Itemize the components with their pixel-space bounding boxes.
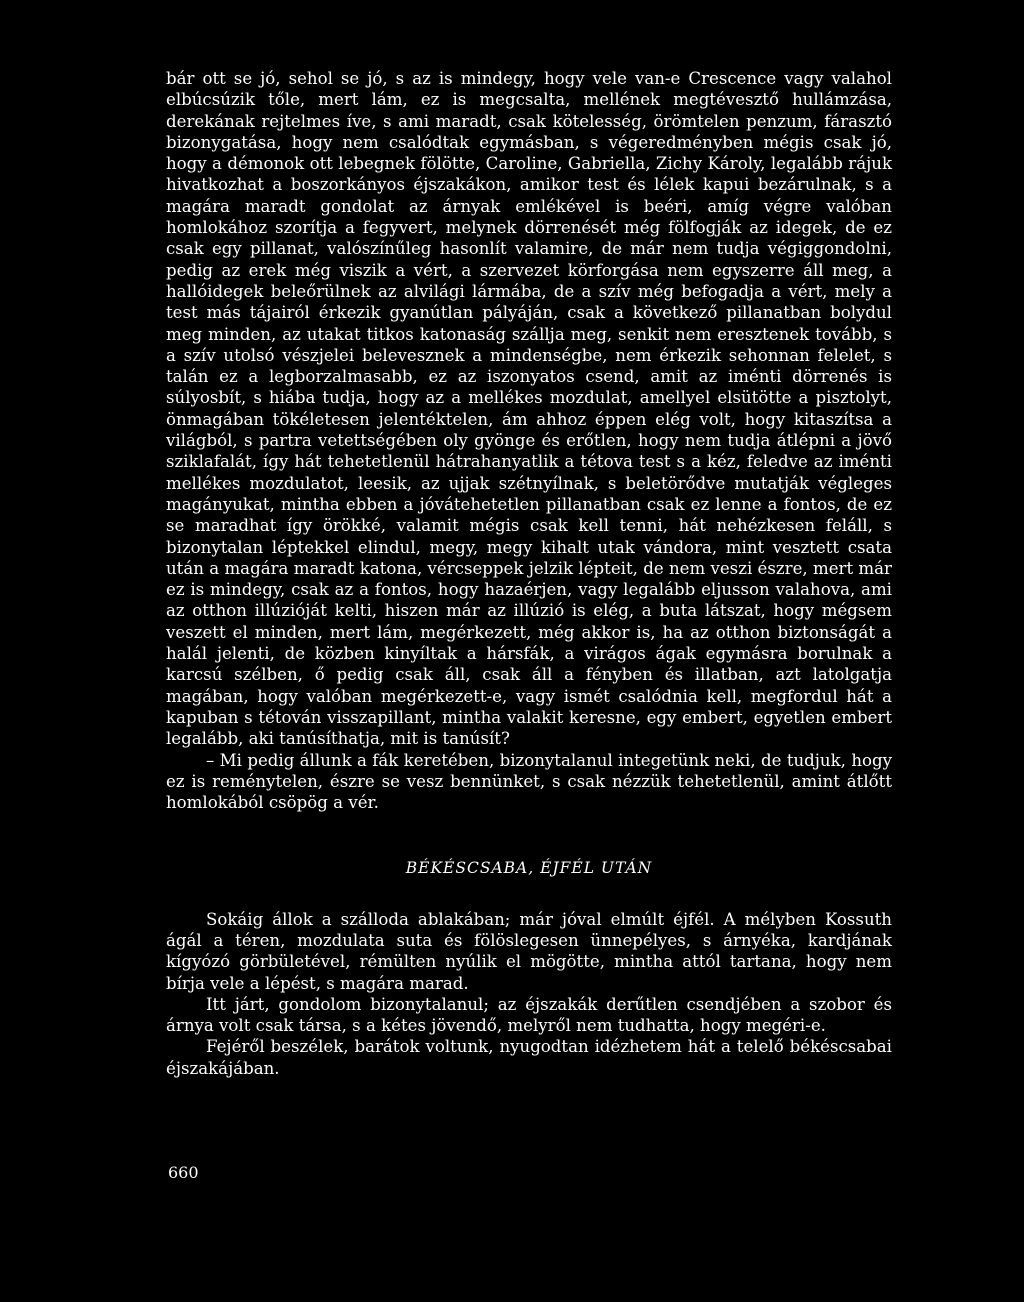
page-text-block: [166, 68, 892, 1079]
dialogue-paragraph: – Mi pedig állunk a fák keretében, bizonytalanul integetünk neki, de tudjuk, hogy ez is reménytelen, észre se vesz bennünket, s csak nézzük tehetetlenül, amint átlőtt homlokából csöpög a vér.: [166, 750, 892, 813]
section-paragraph-1: Sokáig állok a szálloda ablakában; már jóval elmúlt éjfél. A mélyben Kossuth ágál a téren, mozdulata suta és fölöslegesen ünnepélyes, s árnyéka, kardjának kígyózó görbületével, rémülten nyúlik el mögötte, mintha attól tartana, hogy nem bírja vele a lépést, s magára marad.: [166, 909, 892, 993]
section-title: BÉKÉSCSABA, ÉJFÉL UTÁN: [405, 859, 653, 878]
page-number: 660: [168, 1163, 199, 1182]
continuation-paragraph: bár ott se jó, sehol se jó, s az is mindegy, hogy vele van-e Crescence vagy valahol elbúcsúzik tőle, mert lám, ez is megcsalta, mellének megtévesztő hullámzása, derekának rejtelmes íve, s ami maradt, csak kötelesség, örömtelen penzum, fárasztó bizonygatása, hogy nem csalódtak egymásban, s végeredményben mégis csak jó, hogy a démonok ott lebegnek fölötte, Caroline, Gabriella, Zichy Károly, legalább rájuk hivatkozhat a boszorkányos éjszakákon, amikor test és lélek kapui bezárulnak, s a magára maradt gondolat az árnyak emlékével is beéri, amíg végre valóban homlokához szorítja a fegyvert, melynek dörrenését még fölfogják az idegek, de ez csak egy pillanat, valószínűleg hasonlít valamire, de már nem tudja végiggondolni, pedig az erek még viszik a vért, a szervezet körforgása nem egyszerre áll meg, a hallóidegek beleőrülnek az alvilági lármába, de a szív még befogadja a vért, mely a test más tájairól érkezik gyanútlan pályáján, csak a következő pillanatban bolydul meg minden, az utakat titkos katonaság szállja meg, senkit nem eresztenek tovább, s a szív utolsó vészjelei belevesznek a mindenségbe, nem érkezik sehonnan felelet, s talán ez a legborzalmasabb, ez az iszonyatos csend, amit az iménti dörrenés is súlyosbít, s hiába tudja, hogy az a mellékes mozdulat, amellyel elsütötte a pisztolyt, önmagában tökéletesen jelentéktelen, ám ahhoz éppen elég volt, hogy kitaszítsa a világból, s partra vetettségében oly gyönge és erőtlen, hogy nem tudja átlépni a jövő sziklafalát, így hát tehetetlenül hátrahanyatlik a tétova test s a kéz, feledve az iménti mellékes mozdulatot, leesik, az ujjak szétnyílnak, s beletörődve mutatják végleges magányukat, mintha ebben a jóvátehetetlen pillanatban csak ez lenne a fontos, de ez se maradhat így örökké, valamit mégis csak kell tenni, hát nehézkesen feláll, s bizonytalan léptekkel elindul, megy, megy kihalt utak vándora, mint vesztett csata után a magára maradt katona, vércseppek jelzik lépteit, de nem veszi észre, mert már ez is mindegy, csak az a fontos, hogy hazaérjen, vagy legalább eljusson valahova, ami az otthon illúzióját kelti, hiszen már az illúzió is elég, a buta látszat, hogy mégsem veszett el minden, mert lám, megérkezett, még akkor is, ha az otthon biztonságát a halál jelenti, de közben kinyíltak a hársfák, a virágos ágak egymásra borulnak a karcsú szélben, ő pedig csak áll, csak áll a fényben és illatban, azt latolgatja magában, hogy valóban megérkezett-e, vagy ismét csalódnia kell, megfordul hát a kapuban s tétován visszapillant, mintha valakit keresne, egy embert, egyetlen embert legalább, aki tanúsíthatja, mit is tanúsít?: [166, 69, 892, 749]
section-paragraph-3: Fejéről beszélek, barátok voltunk, nyugodtan idézhetem hát a telelő békéscsabai éjszakájában.: [166, 1037, 892, 1078]
section-paragraph-2: Itt járt, gondolom bizonytalanul; az éjszakák derűtlen csendjében a szobor és árnya volt csak társa, s a kétes jövendő, melyről nem tudhatta, hogy megéri-e.: [166, 994, 892, 1036]
